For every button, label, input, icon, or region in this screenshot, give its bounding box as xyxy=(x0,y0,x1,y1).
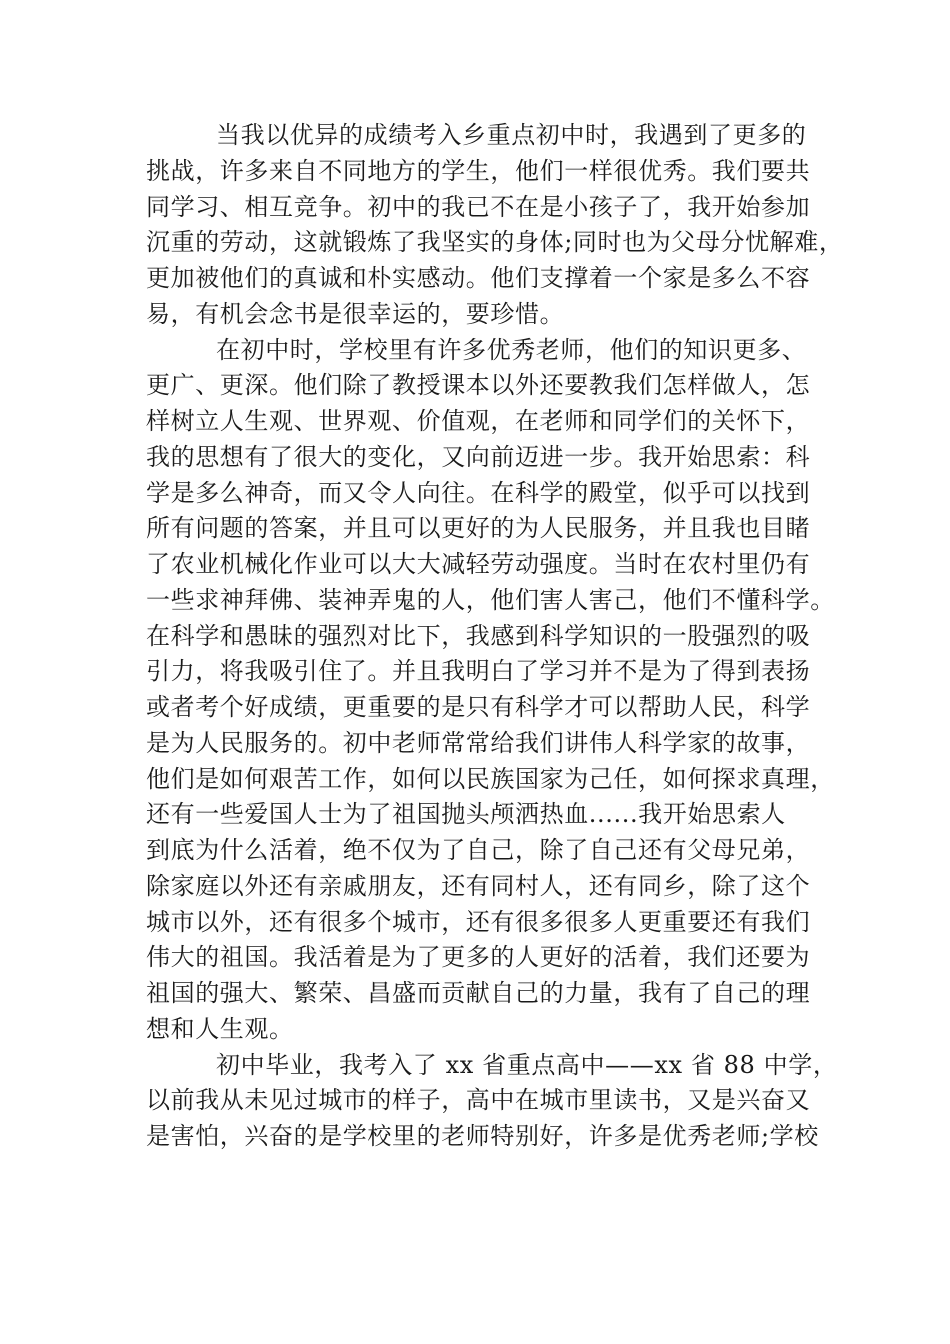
paragraph-3 xyxy=(146,1048,838,1155)
text-line: 到底为什么活着，绝不仅为了自己，除了自己还有父母兄弟， xyxy=(146,836,811,864)
text-line: 还有一些爱国人士为了祖国抛头颅洒热血......我开始思索人 xyxy=(146,800,786,829)
text-line: 是为人民服务的。初中老师常常给我们讲伟人科学家的故事， xyxy=(146,728,811,757)
text-line: 样树立人生观、世界观、价值观，在老师和同学们的关怀下， xyxy=(146,407,811,435)
text-line: 祖国的强大、繁荣、昌盛而贡献自己的力量，我有了自己的理 xyxy=(146,979,811,1007)
text-line: 在初中时，学校里有许多优秀老师，他们的知识更多、 xyxy=(216,335,807,364)
text-line: 当我以优异的成绩考入乡重点初中时，我遇到了更多的 xyxy=(216,121,807,149)
text-line: 我的思想有了很大的变化，又向前迈进一步。我开始思索：科 xyxy=(146,442,811,471)
text-line: 挑战，许多来自不同地方的学生，他们一样很优秀。我们要共 xyxy=(146,156,811,185)
text-line: 更广、更深。他们除了教授课本以外还要教我们怎样做人，怎 xyxy=(146,371,811,400)
text-line: 是害怕，兴奋的是学校里的老师特别好，许多是优秀老师;学校 xyxy=(146,1122,819,1150)
text-line: 在科学和愚昧的强烈对比下，我感到科学知识的一股强烈的吸 xyxy=(146,621,811,650)
text-line: 学是多么神奇，而又令人向往。在科学的殿堂，似乎可以找到 xyxy=(146,478,811,507)
text-line: 以前我从未见过城市的样子，高中在城市里读书，又是兴奋又 xyxy=(146,1086,811,1115)
paragraph-2 xyxy=(146,333,835,1048)
text-line: 初中毕业，我考入了 xx 省重点高中——xx 省 88 中学， xyxy=(216,1050,838,1079)
text-line: 他们是如何艰苦工作，如何以民族国家为己任，如何探求真理， xyxy=(146,764,835,793)
text-line: 引力，将我吸引住了。并且我明白了学习并不是为了得到表扬 xyxy=(146,657,811,686)
document-body xyxy=(146,118,844,1155)
text-line: 沉重的劳动，这就锻炼了我坚实的身体;同时也为父母分忧解难， xyxy=(146,228,844,257)
text-line: 伟大的祖国。我活着是为了更多的人更好的活着，我们还要为 xyxy=(146,943,811,972)
text-line: 想和人生观。 xyxy=(146,1014,294,1043)
text-line: 易，有机会念书是很幸运的，要珍惜。 xyxy=(146,299,565,328)
text-line: 了农业机械化作业可以大大减轻劳动强度。当时在农村里仍有 xyxy=(146,550,811,578)
paragraph-1 xyxy=(146,118,844,333)
text-line: 城市以外，还有很多个城市，还有很多很多人更重要还有我们 xyxy=(146,907,811,936)
text-line: 同学习、相互竞争。初中的我已不在是小孩子了，我开始参加 xyxy=(146,192,811,221)
text-line: 一些求神拜佛、装神弄鬼的人，他们害人害己，他们不懂科学。 xyxy=(146,585,835,614)
text-line: 除家庭以外还有亲戚朋友，还有同村人，还有同乡，除了这个 xyxy=(146,871,811,900)
text-line: 所有问题的答案，并且可以更好的为人民服务，并且我也目睹 xyxy=(146,514,811,543)
text-line: 或者考个好成绩，更重要的是只有科学才可以帮助人民，科学 xyxy=(146,693,811,721)
text-line: 更加被他们的真诚和朴实感动。他们支撑着一个家是多么不容 xyxy=(146,264,811,292)
